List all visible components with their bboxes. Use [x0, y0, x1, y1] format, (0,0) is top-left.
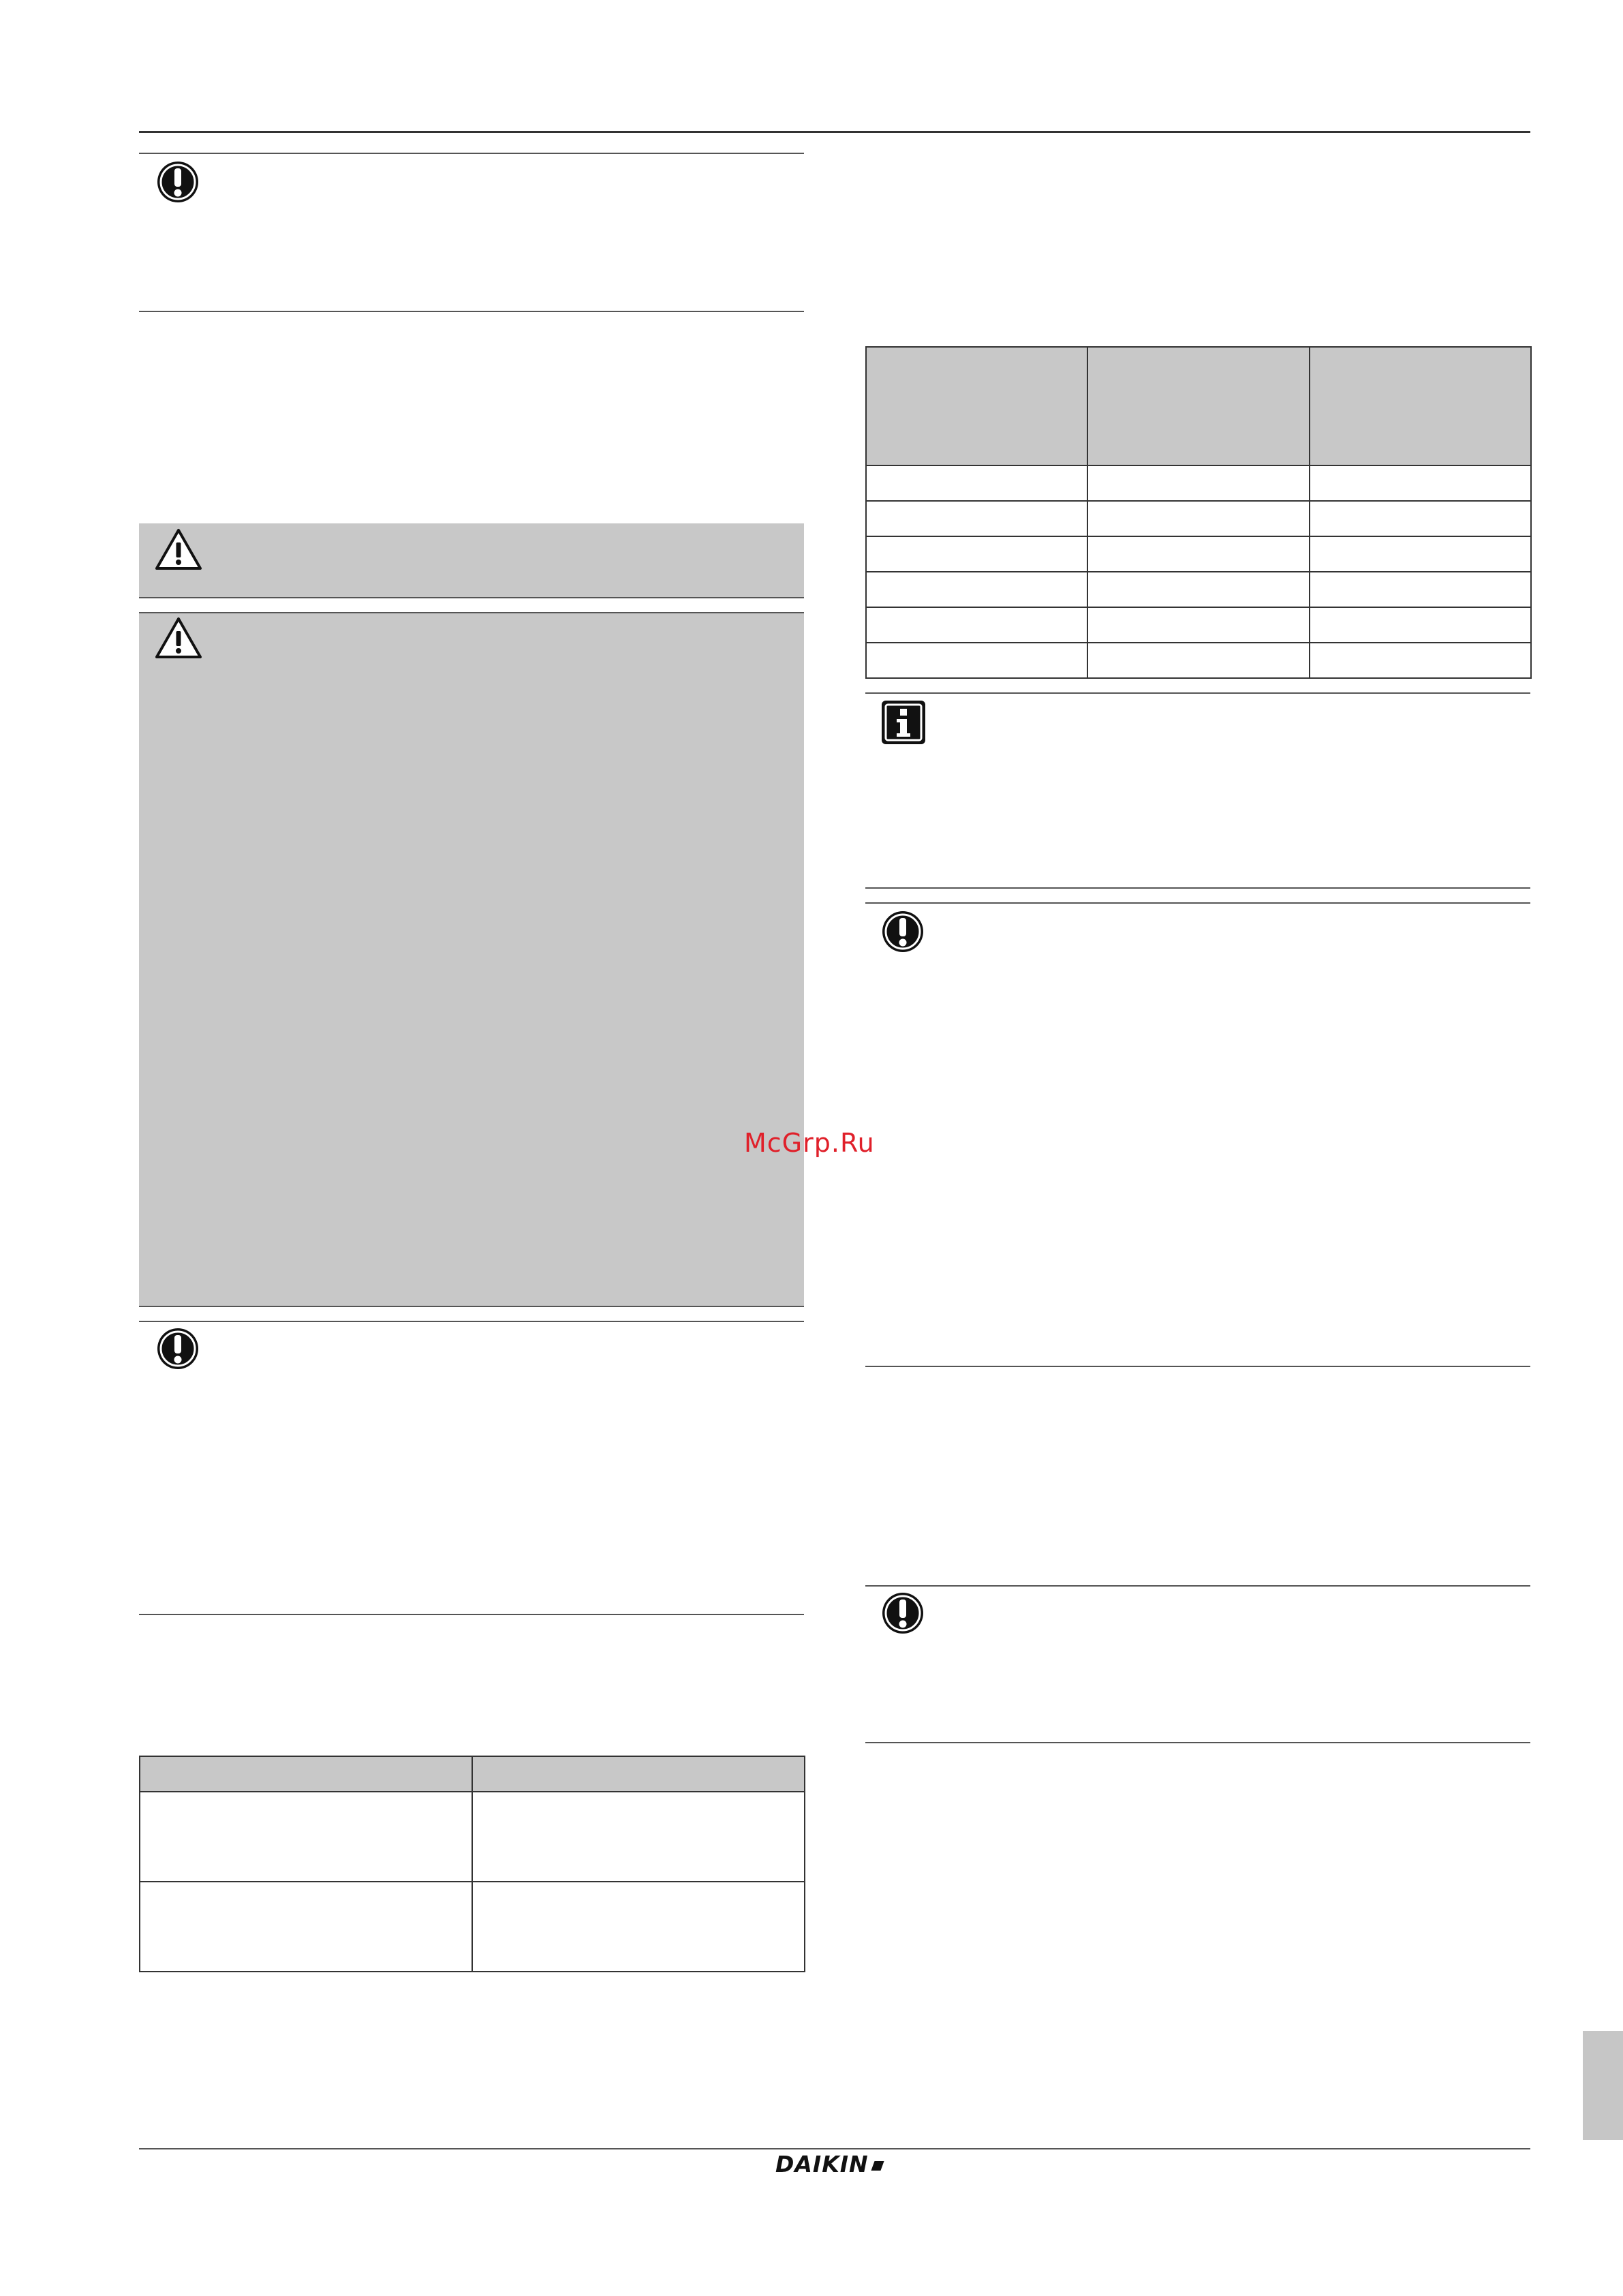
table-cell [866, 572, 1087, 607]
table-cell [866, 643, 1087, 678]
table-cell [866, 536, 1087, 572]
table-header-cell [866, 347, 1087, 465]
table-cell [1087, 607, 1310, 643]
brand-logo-text: DAIKIN [775, 2151, 869, 2177]
important-exclamation-icon [155, 1326, 200, 1371]
notice-important-3-bottom-rule [865, 1366, 1530, 1367]
table-row [866, 643, 1531, 678]
table-cell [1310, 501, 1531, 536]
notice-important-1-top-rule [139, 153, 804, 154]
table-row [866, 572, 1531, 607]
table-cell [866, 465, 1087, 501]
important-exclamation-icon [880, 909, 925, 954]
table-row [866, 607, 1531, 643]
right-table [865, 346, 1532, 679]
language-side-tab [1583, 2031, 1623, 2140]
table-cell [1310, 465, 1531, 501]
header-rule [139, 131, 1530, 133]
table-row [140, 1882, 805, 1972]
table-row [866, 501, 1531, 536]
important-exclamation-icon [155, 159, 200, 204]
table-cell [866, 607, 1087, 643]
brand-logo [775, 2151, 884, 2178]
table-cell [472, 1792, 805, 1882]
table-cell [1310, 536, 1531, 572]
table-header-cell [472, 1756, 805, 1792]
watermark-text: McGrp.Ru [744, 1128, 875, 1158]
brand-logo-mark [871, 2161, 884, 2171]
table-cell [140, 1792, 472, 1882]
table-cell [1087, 465, 1310, 501]
warning-box-1 [139, 523, 804, 597]
notice-important-4-top-rule [865, 1585, 1530, 1587]
table-row [866, 465, 1531, 501]
table-cell [1310, 572, 1531, 607]
notice-important-2-bottom-rule [139, 1614, 804, 1615]
notice-important-4-bottom-rule [865, 1742, 1530, 1743]
notice-important-1-bottom-rule [139, 311, 804, 312]
left-table [139, 1756, 805, 1972]
table-cell [1087, 501, 1310, 536]
notice-info-bottom-rule [865, 887, 1530, 889]
table-cell [472, 1882, 805, 1972]
warning-triangle-icon [154, 616, 203, 660]
warning-box-2-bottom-rule [139, 1306, 804, 1307]
important-exclamation-icon [880, 1591, 925, 1636]
warning-triangle-icon [154, 527, 203, 571]
table-header-cell [1087, 347, 1310, 465]
table-cell [140, 1882, 472, 1972]
table-row [866, 536, 1531, 572]
notice-important-2-top-rule [139, 1321, 804, 1322]
information-icon [880, 699, 927, 746]
table-cell [866, 501, 1087, 536]
table-header-cell [140, 1756, 472, 1792]
notice-info-top-rule [865, 692, 1530, 694]
footer-rule [139, 2148, 1530, 2149]
table-row [140, 1792, 805, 1882]
notice-important-3-top-rule [865, 902, 1530, 904]
table-cell [1087, 643, 1310, 678]
table-cell [1310, 607, 1531, 643]
warning-box-2 [139, 613, 804, 1306]
table-header-row [140, 1756, 805, 1792]
table-header-cell [1310, 347, 1531, 465]
table-header-row [866, 347, 1531, 465]
table-cell [1087, 572, 1310, 607]
table-cell [1087, 536, 1310, 572]
table-cell [1310, 643, 1531, 678]
warning-box-1-bottom-rule [139, 597, 804, 598]
